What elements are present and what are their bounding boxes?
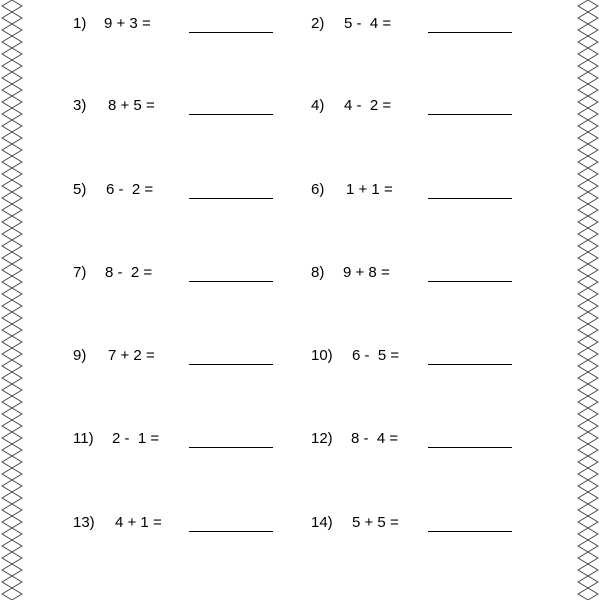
zigzag-border-left xyxy=(0,0,24,600)
problem-expression: 7 + 2 = xyxy=(108,347,155,364)
problem-expression: 8 - 4 = xyxy=(351,430,399,447)
problem-number: 4) xyxy=(311,97,325,114)
problem-6 xyxy=(311,180,541,206)
answer-line[interactable] xyxy=(189,281,273,282)
problem-number: 12) xyxy=(311,430,333,447)
problem-number: 14) xyxy=(311,514,333,531)
answer-line[interactable] xyxy=(189,198,273,199)
problem-expression: 6 - 5 = xyxy=(352,347,400,364)
problem-1 xyxy=(73,14,303,40)
problem-expression: 5 - 4 = xyxy=(344,15,392,32)
problem-3 xyxy=(73,96,303,122)
problem-number: 6) xyxy=(311,181,325,198)
zigzag-stroke xyxy=(578,0,588,600)
answer-line[interactable] xyxy=(189,364,273,365)
zigzag-stroke xyxy=(2,0,12,600)
zigzag-stroke xyxy=(588,0,598,600)
problem-expression: 9 + 3 = xyxy=(104,15,151,32)
answer-line[interactable] xyxy=(428,531,512,532)
answer-line[interactable] xyxy=(428,364,512,365)
problem-expression: 4 + 1 = xyxy=(115,514,162,531)
answer-line[interactable] xyxy=(428,32,512,33)
problem-number: 2) xyxy=(311,15,325,32)
problem-expression: 1 + 1 = xyxy=(346,181,393,198)
problem-11 xyxy=(73,429,303,455)
answer-line[interactable] xyxy=(189,447,273,448)
problem-number: 13) xyxy=(73,514,95,531)
problem-number: 8) xyxy=(311,264,325,281)
problem-4 xyxy=(311,96,541,122)
problem-number: 11) xyxy=(73,430,94,447)
problem-2 xyxy=(311,14,541,40)
problem-14 xyxy=(311,513,541,539)
problem-7 xyxy=(73,263,303,289)
problem-expression: 5 + 5 = xyxy=(352,514,399,531)
answer-line[interactable] xyxy=(428,447,512,448)
problem-expression: 6 - 2 = xyxy=(106,181,154,198)
problem-expression: 2 - 1 = xyxy=(112,430,160,447)
problem-expression: 8 + 5 = xyxy=(108,97,155,114)
problem-13 xyxy=(73,513,303,539)
problem-number: 9) xyxy=(73,347,87,364)
problem-expression: 8 - 2 = xyxy=(105,264,153,281)
problem-12 xyxy=(311,429,541,455)
problem-number: 3) xyxy=(73,97,87,114)
answer-line[interactable] xyxy=(428,198,512,199)
problem-number: 5) xyxy=(73,181,87,198)
problem-9 xyxy=(73,346,303,372)
answer-line[interactable] xyxy=(189,531,273,532)
problem-5 xyxy=(73,180,303,206)
problem-expression: 4 - 2 = xyxy=(344,97,392,114)
answer-line[interactable] xyxy=(189,32,273,33)
zigzag-border-right xyxy=(576,0,600,600)
zigzag-stroke xyxy=(12,0,22,600)
problem-8 xyxy=(311,263,541,289)
problem-number: 10) xyxy=(311,347,333,364)
problem-number: 1) xyxy=(73,15,87,32)
problem-number: 7) xyxy=(73,264,87,281)
answer-line[interactable] xyxy=(428,281,512,282)
problem-10 xyxy=(311,346,541,372)
answer-line[interactable] xyxy=(428,114,512,115)
problem-expression: 9 + 8 = xyxy=(343,264,390,281)
answer-line[interactable] xyxy=(189,114,273,115)
